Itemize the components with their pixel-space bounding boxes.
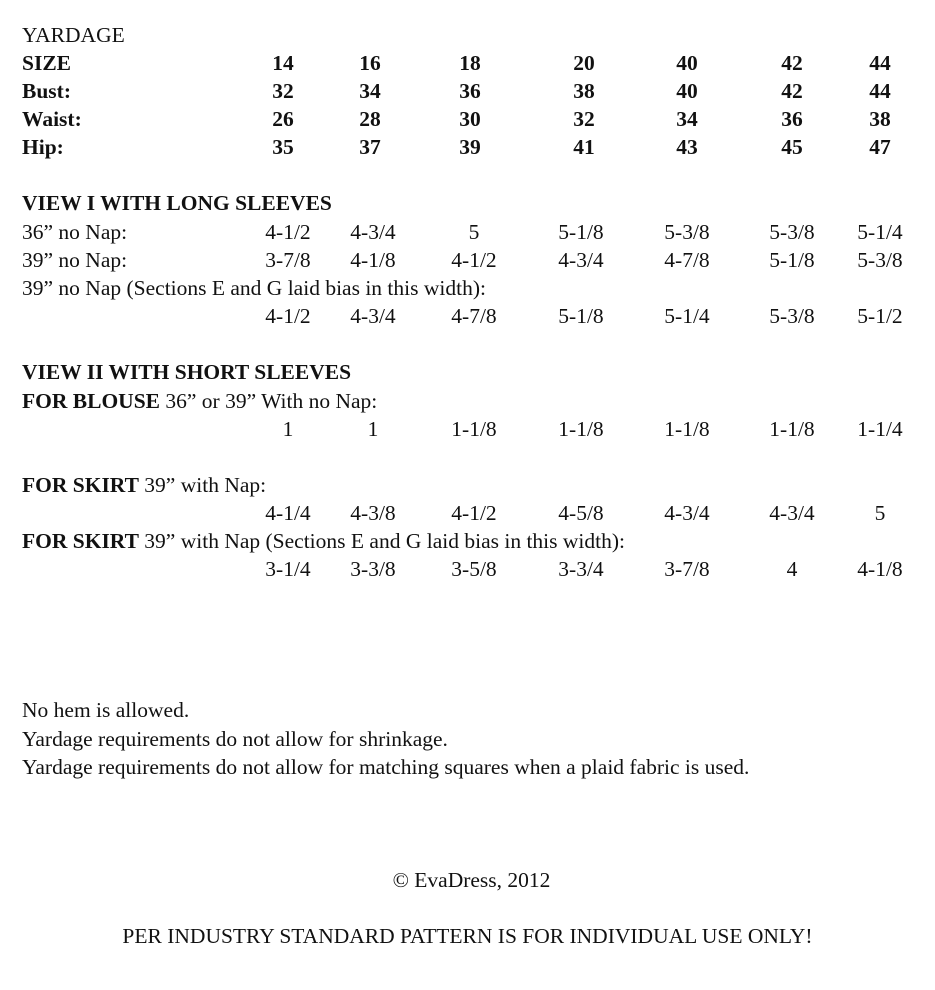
skirt1-value: 4-1/2 [451,501,497,525]
bust-value: 32 [272,79,294,103]
skirt2-value: 3-5/8 [451,557,497,581]
view1-heading: VIEW I WITH LONG SLEEVES [22,191,332,215]
skirt2-line [22,527,625,555]
size-value: 14 [272,51,294,75]
view1-36-no-nap-value: 5-3/8 [769,220,815,244]
view1-39-no-nap-value: 4-1/2 [451,248,497,272]
blouse-desc: 36” or 39” With no Nap: [160,389,378,413]
view1-39-no-nap-value: 4-3/4 [558,248,604,272]
hip-value: 43 [676,135,698,159]
size-value: 18 [459,51,481,75]
view1-row-36-label: 36” no Nap: [22,220,128,244]
view1-39-no-nap-value: 5-3/8 [857,248,903,272]
bust-value: 42 [781,79,803,103]
skirt1-desc: 39” with Nap: [138,473,267,497]
skirt2-value: 3-1/4 [265,557,311,581]
note-plaid: Yardage requirements do not allow for matching squares when a plaid fabric is used. [22,755,750,779]
bust-value: 38 [573,79,595,103]
waist-value: 26 [272,107,294,131]
bust-value: 36 [459,79,481,103]
blouse-value: 1-1/8 [451,417,497,441]
view1-bias-value: 5-3/8 [769,304,815,328]
waist-value: 32 [573,107,595,131]
view1-36-no-nap-value: 5 [468,220,480,244]
skirt1-line [22,471,266,499]
skirt1-value: 5 [874,501,886,525]
view1-39-no-nap-value: 3-7/8 [265,248,311,272]
hip-value: 41 [573,135,595,159]
blouse-value: 1-1/4 [857,417,903,441]
skirt1-bold-label: FOR SKIRT [22,473,139,497]
view1-bias-value: 5-1/4 [664,304,710,328]
skirt2-value: 3-3/8 [350,557,396,581]
size-value: 42 [781,51,803,75]
view1-39-no-nap-value: 5-1/8 [769,248,815,272]
view1-bias-value: 4-1/2 [265,304,311,328]
size-value: 44 [869,51,891,75]
usage-notice: PER INDUSTRY STANDARD PATTERN IS FOR INDIVIDUAL USE ONLY! [122,924,813,948]
blouse-value: 1 [282,417,294,441]
view1-row-39-label: 39” no Nap: [22,248,128,272]
view1-bias-value: 4-3/4 [350,304,396,328]
hip-value: 47 [869,135,891,159]
view1-bias-value: 4-7/8 [451,304,497,328]
waist-value: 30 [459,107,481,131]
skirt2-value: 3-7/8 [664,557,710,581]
size-value: 16 [359,51,381,75]
view1-36-no-nap-value: 4-3/4 [350,220,396,244]
hip-value: 45 [781,135,803,159]
view1-36-no-nap-value: 5-3/8 [664,220,710,244]
view1-bias-value: 5-1/2 [857,304,903,328]
skirt2-value: 3-3/4 [558,557,604,581]
blouse-value: 1 [367,417,379,441]
copyright: © EvaDress, 2012 [392,868,551,892]
bust-value: 34 [359,79,381,103]
hip-value: 39 [459,135,481,159]
note-shrinkage: Yardage requirements do not allow for shrinkage. [22,727,448,751]
view1-bias-label: 39” no Nap (Sections E and G laid bias in this width): [22,276,486,300]
waist-value: 28 [359,107,381,131]
blouse-value: 1-1/8 [558,417,604,441]
blouse-line [22,387,377,415]
view1-39-no-nap-value: 4-1/8 [350,248,396,272]
blouse-bold-label: FOR BLOUSE [22,389,160,413]
bust-value: 40 [676,79,698,103]
waist-value: 38 [869,107,891,131]
bust-label: Bust: [22,79,71,103]
view1-36-no-nap-value: 4-1/2 [265,220,311,244]
view1-bias-value: 5-1/8 [558,304,604,328]
skirt2-value: 4-1/8 [857,557,903,581]
bust-value: 44 [869,79,891,103]
size-label: SIZE [22,51,72,75]
waist-value: 36 [781,107,803,131]
hip-label: Hip: [22,135,64,159]
size-value: 40 [676,51,698,75]
note-hem: No hem is allowed. [22,698,190,722]
page-title: YARDAGE [22,23,125,47]
size-value: 20 [573,51,595,75]
blouse-value: 1-1/8 [664,417,710,441]
skirt1-value: 4-3/8 [350,501,396,525]
waist-value: 34 [676,107,698,131]
hip-value: 37 [359,135,381,159]
skirt2-bold-label: FOR SKIRT [22,529,139,553]
skirt2-desc: 39” with Nap (Sections E and G laid bias in this width): [138,529,625,553]
hip-value: 35 [272,135,294,159]
skirt1-value: 4-3/4 [664,501,710,525]
blouse-value: 1-1/8 [769,417,815,441]
skirt1-value: 4-3/4 [769,501,815,525]
skirt2-value: 4 [786,557,798,581]
view2-heading: VIEW II WITH SHORT SLEEVES [22,360,352,384]
skirt1-value: 4-1/4 [265,501,311,525]
view1-39-no-nap-value: 4-7/8 [664,248,710,272]
skirt1-value: 4-5/8 [558,501,604,525]
waist-label: Waist: [22,107,82,131]
view1-36-no-nap-value: 5-1/4 [857,220,903,244]
view1-36-no-nap-value: 5-1/8 [558,220,604,244]
